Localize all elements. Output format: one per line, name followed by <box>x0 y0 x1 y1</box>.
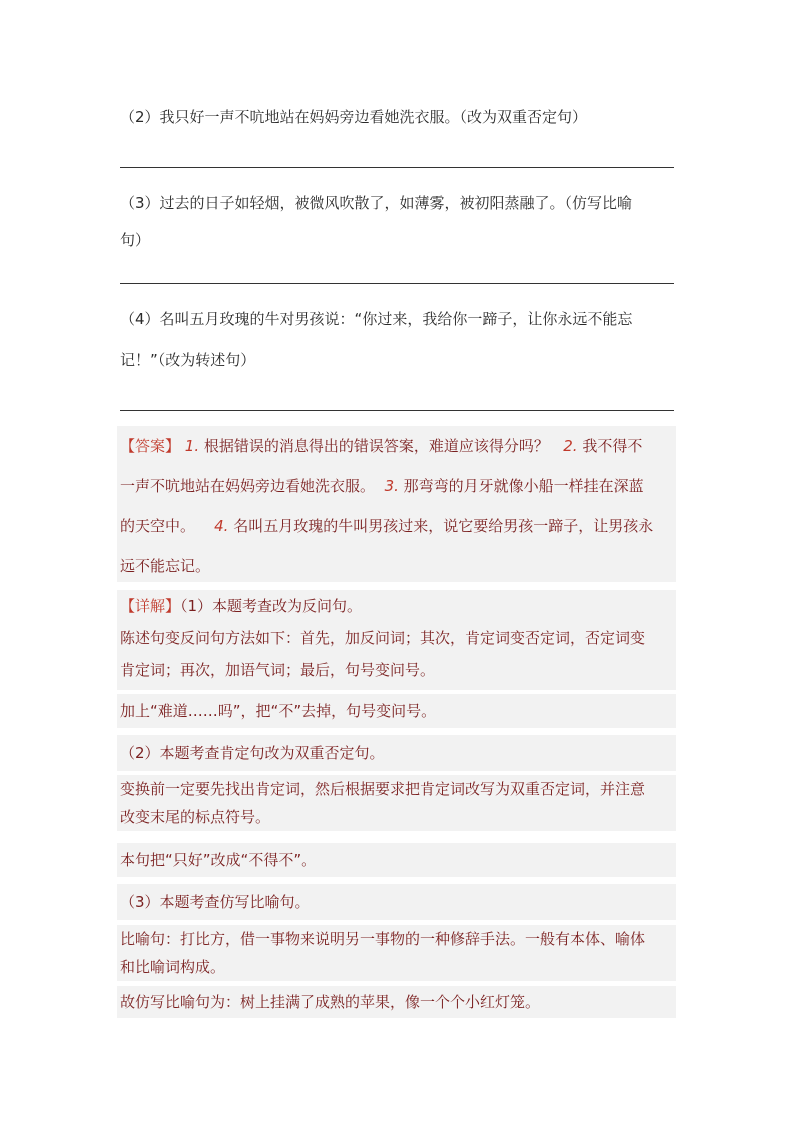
detail-s3-p2-box <box>117 986 676 1018</box>
answer-text-3b: 的天空中。 <box>120 517 196 535</box>
answer-line-d <box>120 546 673 586</box>
detail-s2-p2-box <box>117 843 676 877</box>
answer-text-4b: 远不能忘记。 <box>120 557 211 575</box>
answer-text-4a: 名叫五月玫瑰的牛叫男孩过来，说它要给男孩一蹄子，让男孩永 <box>233 517 654 535</box>
detail-s1-p1-l2: 肯定词；再次，加语气词；最后，句号变问号。 <box>120 661 436 679</box>
answer-number-1: 1. <box>184 437 200 455</box>
answer-text-2b: 一声不吭地站在妈妈旁边看她洗衣服。 <box>120 477 376 495</box>
detail-s2-p1-box <box>117 775 676 831</box>
answer-line-b <box>120 466 673 506</box>
answer-text-3a: 那弯弯的月牙就像小船一样挂在深蓝 <box>403 477 644 495</box>
answer-line-2 <box>120 167 674 168</box>
answer-line-c <box>120 506 673 546</box>
detail-s2-title: （2）本题考查肯定句改为双重否定句。 <box>120 744 385 762</box>
detail-s2-p2: 本句把“只好”改成“不得不”。 <box>120 851 317 869</box>
detail-label: 【详解】 <box>120 597 181 615</box>
detail-s2-title-box <box>117 735 676 771</box>
answer-text-2a: 我不得不 <box>582 437 643 455</box>
detail-s3-title-box <box>117 884 676 920</box>
answer-line-3 <box>120 283 674 284</box>
detail-section-1 <box>117 590 676 690</box>
answer-line-4 <box>120 410 674 411</box>
answer-number-4: 4. <box>214 517 229 535</box>
detail-s3-p1-l1: 比喻句：打比方，借一事物来说明另一事物的一种修辞手法。一般有本体、喻体 <box>120 930 646 948</box>
detail-s3-p1-l2: 和比喻词构成。 <box>120 958 226 976</box>
detail-s3-p2: 故仿写比喻句为：树上挂满了成熟的苹果，像一个个小红灯笼。 <box>120 993 541 1011</box>
detail-s2-p1-l1: 变换前一定要先找出肯定词，然后根据要求把肯定词改写为双重否定词，并注意 <box>120 780 646 798</box>
question-4-line-2: 记！”（改为转述句） <box>120 351 256 369</box>
answer-text-1: 根据错误的消息得出的错误答案，难道应该得分吗？ <box>203 437 549 455</box>
detail-s1-title: （1）本题考查改为反问句。 <box>180 597 363 615</box>
detail-s2-p1-l2: 改变末尾的标点符号。 <box>120 808 271 826</box>
answer-label: 【答案】 <box>120 437 181 455</box>
answer-number-3: 3. <box>384 477 399 495</box>
question-3-line-2: 句） <box>120 231 151 249</box>
answer-line-a <box>120 426 673 466</box>
question-3-line-1: （3）过去的日子如轻烟，被微风吹散了，如薄雾，被初阳蒸融了。（仿写比喻 <box>120 194 633 212</box>
detail-s1-p2-box <box>117 694 676 728</box>
question-2: （2）我只好一声不吭地站在妈妈旁边看她洗衣服。（改为双重否定句） <box>120 108 588 126</box>
detail-s3-p1-box <box>117 925 676 981</box>
detail-s3-title: （3）本题考查仿写比喻句。 <box>120 893 310 911</box>
question-4-line-1: （4）名叫五月玫瑰的牛对男孩说：“你过来，我给你一蹄子，让你永远不能忘 <box>120 310 633 328</box>
detail-s1-p2: 加上“难道……吗”，把“不”去掉，句号变问号。 <box>120 702 437 720</box>
answer-number-2: 2. <box>563 437 578 455</box>
answer-block <box>117 426 676 582</box>
detail-s1-p1-l1: 陈述句变反问句方法如下：首先，加反问词；其次，肯定词变否定词，否定词变 <box>120 629 646 647</box>
